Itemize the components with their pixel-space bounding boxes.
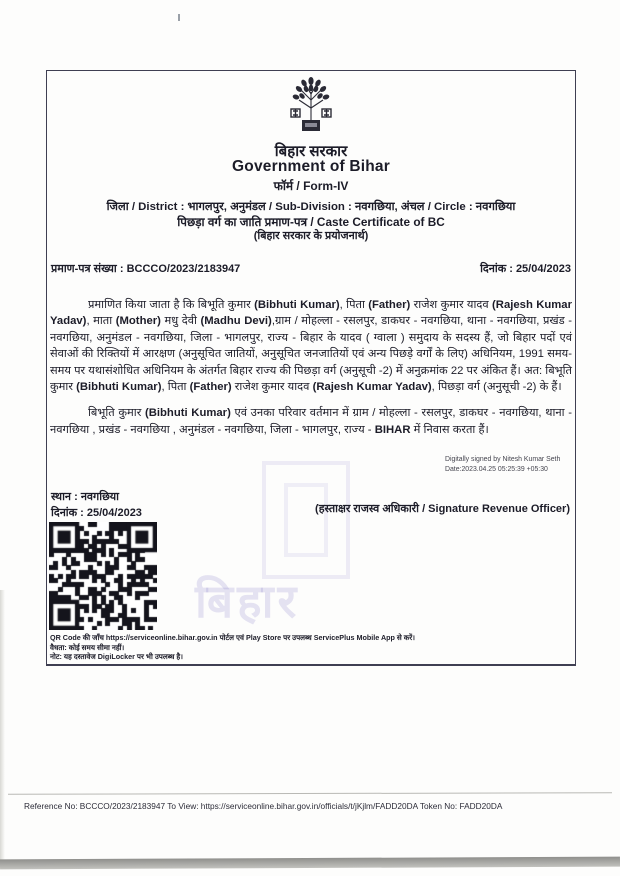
place-line: स्थान : नवगछिया <box>51 491 120 503</box>
form-number-line: फॉर्म / Form-IV <box>273 179 349 193</box>
qr-note-verification: QR Code की जाँच https://serviceonline.bihar.gov.in पोर्टल एवं Play Store पर उपलब्ध ServicePlus Mobile App से करें। <box>50 633 415 642</box>
revenue-officer-signature-line: (हस्ताक्षर राजस्व अधिकारी / Signature Revenue Officer) <box>315 503 570 515</box>
government-title-hindi: बिहार सरकार <box>274 143 348 160</box>
qr-note-digilocker: नोट: यह दस्तावेज DigiLocker पर भी उपलब्ध है। <box>50 652 183 662</box>
bihar-government-emblem-icon <box>47 76 575 143</box>
district-subdivision-circle-line: जिला / District : भागलपुर, अनुमंडल / Sub-Division : नवगछिया, अंचल / Circle : नवगछिया <box>106 201 516 213</box>
watermark-text: बिहार <box>195 575 301 627</box>
certificate-meta-row <box>51 261 571 276</box>
certificate-border-box <box>46 70 576 666</box>
certificate-title-line: पिछड़ा वर्ग का जाति प्रमाण-पत्र / Caste Certificate of BC <box>177 215 445 229</box>
certificate-number: प्रमाण-पत्र संख्या : BCCCO/2023/2183947 <box>51 263 241 275</box>
certificate-paragraph-1: प्रमाणित किया जाता है कि बिभूति कुमार (Bibhuti Kumar), पिता (Father) राजेश कुमार यादव (Rajesh Kumar Yadav), माता (Mother) मधु देवी (Madhu Devi),ग्राम / मोहल्ला - रसलपुर, डाकघर - नवगछिया, थाना - नवगछिया, प्रखंड - नवगछिया, अनुमंडल - नवगछिया, जिला - भागलपुर, राज्य - बिहार के यादव ( ग्वाला ) समुदाय के सदस्य हैं, जो बिहार पदों एवं सेवाओं की रिक्तियों में आरक्षण (अनुसूचित जातियों, अनुसूचित जनजातियों एवं अन्य पिछड़े वर्गों के लिए) अधिनियम, 1991 समय-समय पर यथासंशोधित अधिनियम के अंतर्गत बिहार राज्य की पिछड़ा वर्ग (अनुसूची -2) में अनुक्रमांक 22 पर अंकित हैं। अत: बिभूति कुमार (Bibhuti Kumar), पिता (Father) राजेश कुमार यादव (Rajesh Kumar Yadav), पिछड़ा वर्ग (अनुसूची -2) के हैं। <box>50 299 573 393</box>
scan-bottom-edge <box>0 857 620 870</box>
footer-reference-line: Reference No: BCCCO/2023/2183947 To View: https://serviceonline.bihar.gov.in/officials/t/jKjlm/FADD20DA Token No: FADD20DA <box>24 801 503 811</box>
government-title-english: Government of Bihar <box>232 158 390 175</box>
scan-left-edge <box>0 590 5 860</box>
date-line: दिनांक : 25/04/2023 <box>51 506 142 519</box>
qr-note-validity: वैधता: कोई समय सीमा नहीं। <box>50 642 125 652</box>
qr-code-notes <box>50 633 415 662</box>
scan-speck <box>178 14 180 21</box>
watermark-emblem-outline <box>262 461 350 579</box>
digital-signature-stamp: Digitally signed by Nitesh Kumar Seth Date:2023.04.25 05:25:39 +05:30 <box>445 456 561 474</box>
certificate-date: दिनांक : 25/04/2023 <box>480 263 571 275</box>
qr-code <box>49 522 157 630</box>
certificate-body <box>50 297 572 448</box>
certificate-paragraph-2: बिभूति कुमार (Bibhuti Kumar) एवं उनका परिवार वर्तमान में ग्राम / मोहल्ला - रसलपुर, डाकघर - नवगछिया, थाना - नवगछिया , प्रखंड - नवगछिया , अनुमंडल - नवगछिया, जिला - भागलपुर, राज्य - BIHAR में निवास करता हैं। <box>50 407 572 436</box>
place-date-block <box>51 490 142 522</box>
certificate-purpose-line: (बिहार सरकार के प्रयोजनार्थ) <box>253 230 369 242</box>
footer-divider <box>8 792 612 795</box>
